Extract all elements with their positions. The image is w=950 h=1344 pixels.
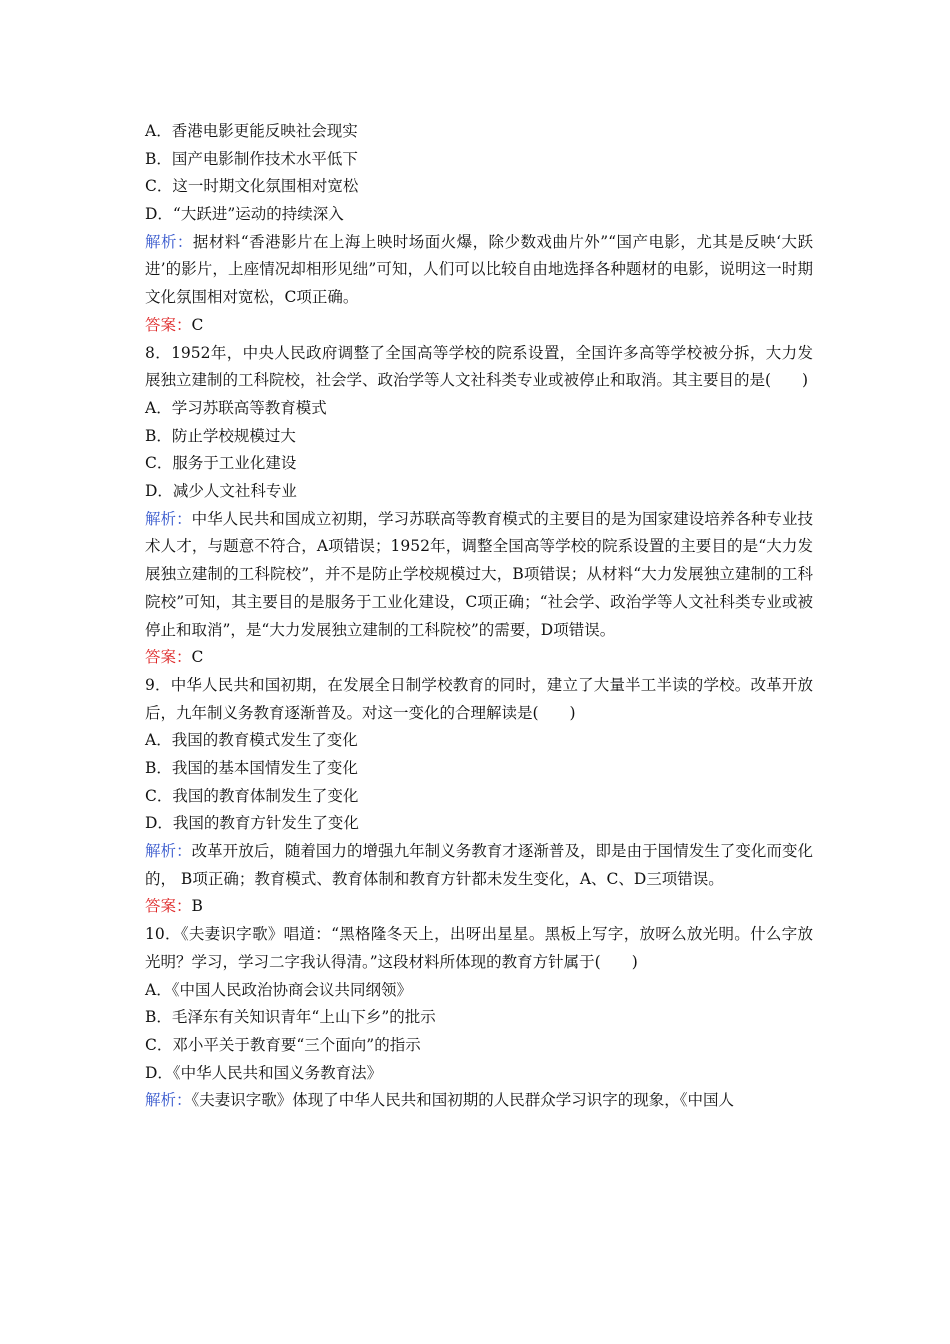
q9-option-b: B．我国的基本国情发生了变化	[145, 759, 358, 777]
answer-label: 答案：	[145, 648, 192, 667]
q10-analysis	[145, 1087, 813, 1115]
answer-value: B	[191, 897, 203, 916]
q7-option-b: B．国产电影制作技术水平低下	[145, 149, 358, 168]
answer-label: 答案：	[145, 897, 192, 916]
q7-answer	[145, 312, 813, 340]
q8-answer	[145, 644, 813, 672]
analysis-text: 中华人民共和国成立初期，学习苏联高等教育模式的主要目的是为国家建设培养各种专业技术人才，与题意不符合，A项错误；1952年，调整全国高等学校的院系设置的主要目的是“大力发展独立建制的工科院校”，并不是防止学校规模过大，B项错误；从材料“大力发展独立建制的工科院校”可知，其主要目的是服务于工业化建设，C项正确；“社会学、政治学等人文社科类专业或被停止和取消”，是“大力发展独立建制的工科院校”的需要，D项错误。	[145, 509, 813, 639]
analysis-text: 据材料“香港影片在上海上映时场面火爆，除少数戏曲片外”“国产电影，尤其是反映‘大跃进’的影片，上座情况却相形见绌”可知，人们可以比较自由地选择各种题材的电影，说明这一时期文化氛围相对宽松，C项正确。	[145, 232, 813, 307]
q10-stem: 10．《夫妻识字歌》唱道：“黑格隆冬天上，出呀出星星。黑板上写字，放呀么放光明。什么字放光明？学习，学习二字我认得清。”这段材料所体现的教育方针属于( )	[145, 925, 813, 971]
q10-option-b: B．毛泽东有关知识青年“上山下乡”的批示	[145, 1008, 436, 1027]
q10-option-a: A．《中国人民政治协商会议共同纲领》	[145, 980, 412, 999]
q9-answer	[145, 893, 813, 921]
document-page	[145, 118, 813, 1115]
q10-option-d: D．《中华人民共和国义务教育法》	[145, 1063, 383, 1082]
answer-value: C	[191, 315, 204, 334]
q8-option-a: A．学习苏联高等教育模式	[145, 398, 327, 417]
q8-option-c: C．服务于工业化建设	[145, 454, 297, 473]
analysis-text: 改革开放后，随着国力的增强九年制义务教育才逐渐普及，即是由于国情发生了变化而变化的， B项正确；教育模式、教育体制和教育方针都未发生变化，A、C、D三项错误。	[145, 842, 813, 888]
q10-option-c: C．邓小平关于教育要“三个面向”的指示	[145, 1035, 421, 1054]
analysis-label: 解析：	[145, 509, 192, 528]
analysis-label: 解析：	[145, 232, 193, 251]
q7-analysis	[145, 229, 813, 312]
q9-stem: 9．中华人民共和国初期，在发展全日制学校教育的同时，建立了大量半工半读的学校。改革开放后，九年制义务教育逐渐普及。对这一变化的合理解读是( )	[145, 675, 813, 722]
q9-option-d: D．我国的教育方针发生了变化	[145, 814, 359, 833]
q8-analysis	[145, 506, 813, 645]
q8-stem: 8．1952年，中央人民政府调整了全国高等学校的院系设置，全国许多高等学校被分拆，大力发展独立建制的工科院校，社会学、政治学等人文社科类专业或被停止和取消。其主要目的是( )	[145, 343, 813, 390]
q7-option-a: A．香港电影更能反映社会现实	[145, 122, 358, 140]
q7-option-d: D．“大跃进”运动的持续深入	[145, 205, 344, 224]
q7-option-c: C．这一时期文化氛围相对宽松	[145, 177, 359, 196]
q9-option-a: A．我国的教育模式发生了变化	[145, 731, 358, 750]
answer-value: C	[191, 648, 204, 667]
q9-option-c: C．我国的教育体制发生了变化	[145, 786, 359, 805]
analysis-text: 《夫妻识字歌》体现了中华人民共和国初期的人民群众学习识字的现象，《中国人	[191, 1091, 735, 1110]
q8-option-b: B．防止学校规模过大	[145, 426, 296, 445]
analysis-label: 解析：	[145, 1091, 192, 1110]
analysis-label: 解析：	[145, 842, 192, 861]
q8-option-d: D．减少人文社科专业	[145, 482, 297, 501]
q9-analysis	[145, 838, 813, 893]
answer-label: 答案：	[145, 315, 192, 334]
